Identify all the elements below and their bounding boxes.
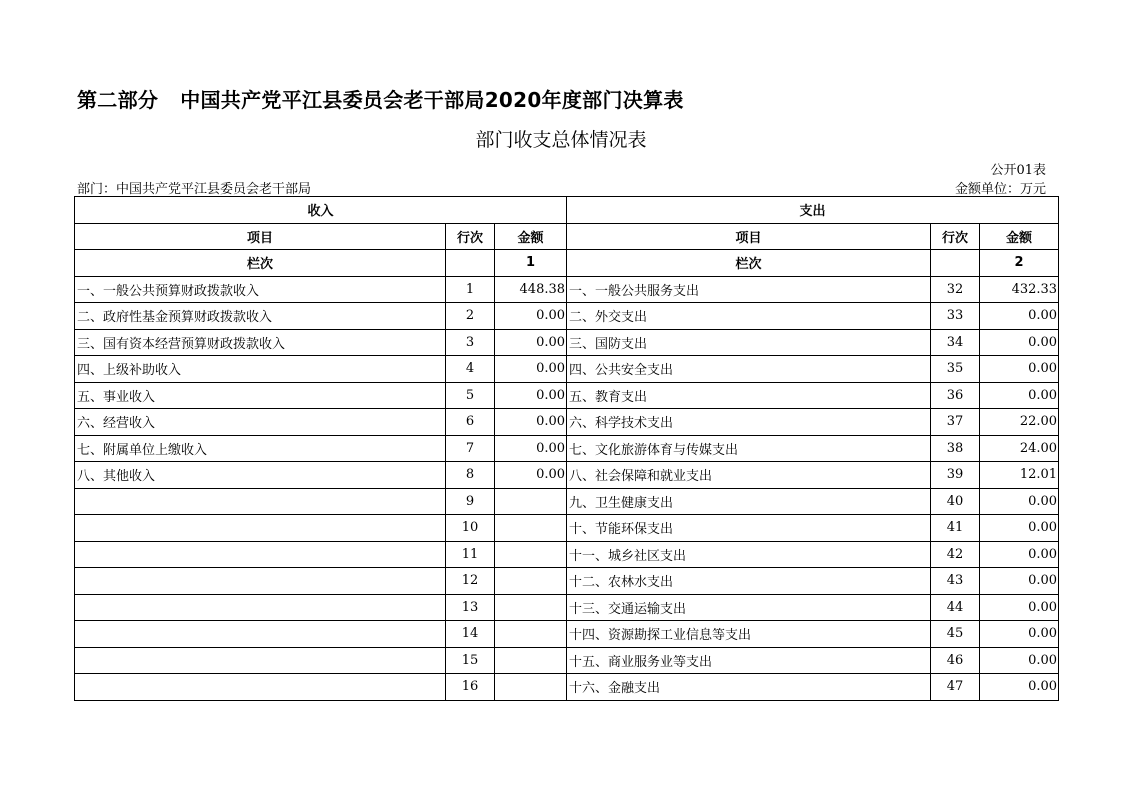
table-row [75, 674, 1059, 701]
expense-lanci-label: 栏次 [567, 250, 931, 277]
income-amount-cell: 0.00 [495, 462, 567, 489]
expense-row-number-cell: 45 [931, 621, 980, 648]
expense-item-cell: 十、节能环保支出 [567, 515, 931, 542]
expense-row-number-cell: 43 [931, 568, 980, 595]
expense-item-cell: 三、国防支出 [567, 329, 931, 356]
income-row-number-cell: 13 [446, 594, 495, 621]
income-row-number-cell: 1 [446, 276, 495, 303]
income-amount-cell: 0.00 [495, 356, 567, 383]
expense-amount-cell: 0.00 [980, 541, 1059, 568]
expense-amount-cell: 0.00 [980, 488, 1059, 515]
income-amount-cell: 0.00 [495, 409, 567, 436]
expense-item-header: 项目 [567, 223, 931, 250]
income-lanci-empty [446, 250, 495, 277]
column-number-row [75, 250, 1059, 277]
income-item-cell [75, 488, 446, 515]
income-row-number-cell: 6 [446, 409, 495, 436]
income-item-cell [75, 568, 446, 595]
income-amount-cell: 0.00 [495, 329, 567, 356]
income-item-cell: 八、其他收入 [75, 462, 446, 489]
income-item-cell: 七、附属单位上缴收入 [75, 435, 446, 462]
budget-summary-table [74, 196, 1059, 701]
expense-amount-cell: 24.00 [980, 435, 1059, 462]
expense-amount-cell: 0.00 [980, 356, 1059, 383]
expense-row-number-cell: 42 [931, 541, 980, 568]
income-amount-cell [495, 515, 567, 542]
department-label: 部门：中国共产党平江县委员会老干部局 [77, 182, 312, 197]
table-row [75, 356, 1059, 383]
income-row-number-cell: 16 [446, 674, 495, 701]
income-amount-header: 金额 [495, 223, 567, 250]
expense-item-cell: 十六、金融支出 [567, 674, 931, 701]
income-item-cell [75, 647, 446, 674]
income-item-cell: 六、经营收入 [75, 409, 446, 436]
table-row [75, 515, 1059, 542]
expense-amount-cell: 432.33 [980, 276, 1059, 303]
income-amount-cell: 0.00 [495, 382, 567, 409]
expense-amount-cell: 22.00 [980, 409, 1059, 436]
income-row-number-cell: 5 [446, 382, 495, 409]
income-row-number-cell: 11 [446, 541, 495, 568]
table-row [75, 435, 1059, 462]
expense-item-cell: 一、一般公共服务支出 [567, 276, 931, 303]
income-row-number-cell: 14 [446, 621, 495, 648]
income-row-number-cell: 4 [446, 356, 495, 383]
table-row [75, 462, 1059, 489]
income-row-number-cell: 2 [446, 303, 495, 330]
expense-item-cell: 四、公共安全支出 [567, 356, 931, 383]
table-row [75, 303, 1059, 330]
expense-amount-cell: 0.00 [980, 568, 1059, 595]
expense-amount-cell: 0.00 [980, 382, 1059, 409]
expense-row-number-cell: 47 [931, 674, 980, 701]
expense-item-cell: 七、文化旅游体育与传媒支出 [567, 435, 931, 462]
income-amount-cell [495, 488, 567, 515]
income-item-cell [75, 515, 446, 542]
title-main: 中国共产党平江县委员会老干部局2020年度部门决算表 [180, 88, 684, 112]
income-item-cell: 四、上级补助收入 [75, 356, 446, 383]
income-column-number: 1 [495, 250, 567, 277]
income-row-number-cell: 12 [446, 568, 495, 595]
table-row [75, 329, 1059, 356]
income-row-number-cell: 7 [446, 435, 495, 462]
expense-item-cell: 十五、商业服务业等支出 [567, 647, 931, 674]
expense-item-cell: 八、社会保障和就业支出 [567, 462, 931, 489]
table-row [75, 488, 1059, 515]
page-title [77, 84, 684, 113]
expense-amount-cell: 0.00 [980, 303, 1059, 330]
expense-row-number-cell: 33 [931, 303, 980, 330]
income-row-number-cell: 10 [446, 515, 495, 542]
income-item-cell: 三、国有资本经营预算财政拨款收入 [75, 329, 446, 356]
expense-item-cell: 九、卫生健康支出 [567, 488, 931, 515]
income-row-number-cell: 8 [446, 462, 495, 489]
expense-amount-cell: 0.00 [980, 674, 1059, 701]
expense-amount-cell: 0.00 [980, 647, 1059, 674]
income-item-cell [75, 541, 446, 568]
table-row [75, 647, 1059, 674]
expense-amount-cell: 12.01 [980, 462, 1059, 489]
expense-amount-cell: 0.00 [980, 515, 1059, 542]
income-header: 收入 [75, 197, 567, 224]
expense-item-cell: 十三、交通运输支出 [567, 594, 931, 621]
income-item-cell [75, 621, 446, 648]
expense-row-header: 行次 [931, 223, 980, 250]
expense-row-number-cell: 46 [931, 647, 980, 674]
income-amount-cell [495, 568, 567, 595]
expense-item-cell: 十二、农林水支出 [567, 568, 931, 595]
expense-row-number-cell: 38 [931, 435, 980, 462]
table-row [75, 594, 1059, 621]
income-lanci-label: 栏次 [75, 250, 446, 277]
table-row [75, 382, 1059, 409]
income-amount-cell [495, 647, 567, 674]
income-item-cell [75, 674, 446, 701]
section-header-row [75, 197, 1059, 224]
expense-item-cell: 二、外交支出 [567, 303, 931, 330]
income-amount-cell [495, 674, 567, 701]
column-header-row [75, 223, 1059, 250]
table-body [75, 276, 1059, 700]
table-row [75, 409, 1059, 436]
expense-amount-cell: 0.00 [980, 594, 1059, 621]
amount-unit-label: 金额单位：万元 [954, 182, 1046, 197]
table-row [75, 621, 1059, 648]
expense-column-number: 2 [980, 250, 1059, 277]
expense-row-number-cell: 34 [931, 329, 980, 356]
expense-row-number-cell: 39 [931, 462, 980, 489]
title-part: 第二部分 [77, 88, 159, 112]
table-row [75, 541, 1059, 568]
expense-row-number-cell: 40 [931, 488, 980, 515]
expense-row-number-cell: 41 [931, 515, 980, 542]
income-row-header: 行次 [446, 223, 495, 250]
income-item-header: 项目 [75, 223, 446, 250]
income-amount-cell [495, 594, 567, 621]
expense-item-cell: 十一、城乡社区支出 [567, 541, 931, 568]
income-amount-cell: 448.38 [495, 276, 567, 303]
expense-item-cell: 五、教育支出 [567, 382, 931, 409]
income-amount-cell [495, 541, 567, 568]
table-row [75, 568, 1059, 595]
expense-item-cell: 六、科学技术支出 [567, 409, 931, 436]
income-amount-cell [495, 621, 567, 648]
income-item-cell [75, 594, 446, 621]
expense-row-number-cell: 32 [931, 276, 980, 303]
expense-header: 支出 [567, 197, 1059, 224]
expense-lanci-empty [931, 250, 980, 277]
income-amount-cell: 0.00 [495, 435, 567, 462]
income-item-cell: 二、政府性基金预算财政拨款收入 [75, 303, 446, 330]
income-row-number-cell: 3 [446, 329, 495, 356]
income-row-number-cell: 15 [446, 647, 495, 674]
table-row [75, 276, 1059, 303]
income-row-number-cell: 9 [446, 488, 495, 515]
income-item-cell: 一、一般公共预算财政拨款收入 [75, 276, 446, 303]
expense-item-cell: 十四、资源勘探工业信息等支出 [567, 621, 931, 648]
expense-row-number-cell: 36 [931, 382, 980, 409]
expense-amount-cell: 0.00 [980, 329, 1059, 356]
expense-amount-cell: 0.00 [980, 621, 1059, 648]
expense-row-number-cell: 37 [931, 409, 980, 436]
income-item-cell: 五、事业收入 [75, 382, 446, 409]
table-subtitle: 部门收支总体情况表 [475, 129, 647, 151]
form-code: 公开01表 [990, 163, 1046, 178]
expense-row-number-cell: 44 [931, 594, 980, 621]
income-amount-cell: 0.00 [495, 303, 567, 330]
expense-amount-header: 金额 [980, 223, 1059, 250]
expense-row-number-cell: 35 [931, 356, 980, 383]
